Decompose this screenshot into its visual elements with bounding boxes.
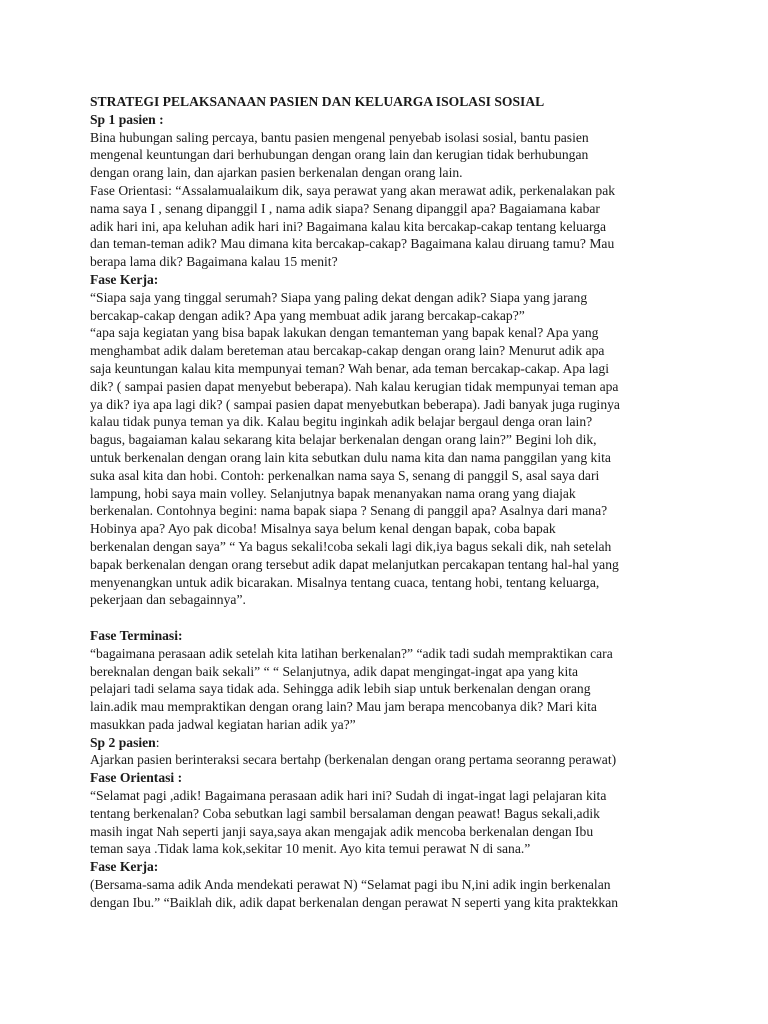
text-line: berkenalan. Contohnya begini: nama bapak siapa ? Senang di panggil apa? Asalnya dari mana?	[90, 503, 608, 519]
paragraph-gap	[90, 609, 690, 627]
text-line: “Selamat pagi ,adik! Bagaimana perasaan adik hari ini? Sudah di ingat-ingat lagi pelajaran kita	[90, 788, 607, 804]
text-line: dengan Ibu.” “Baiklah dik, adik dapat berkenalan dengan perawat N seperti yang kita praktekkan	[90, 894, 619, 910]
text-line: dengan orang lain, dan ajarkan pasien berkenalan dengan orang lain.	[90, 165, 463, 181]
text-line: Hobinya apa? Ayo pak dicoba! Misalnya saya belum kenal dengan bapak, coba bapak	[90, 521, 556, 537]
text-line: “Siapa saja yang tinggal serumah? Siapa yang paling dekat dengan adik? Siapa yang jarang	[90, 289, 588, 305]
section-heading-text: Sp 2 pasien	[90, 734, 156, 750]
text-line: saja keuntungan kalau kita mempunyai teman? Wah benar, ada teman bercakap-cakap. Apa lagi	[90, 360, 609, 376]
text-line: bapak berkenalan dengan orang tersebut adik dapat melanjutkan percakapan tentang hal-hal yang	[90, 556, 619, 572]
text-line: dik? ( sampai pasien dapat menyebut beberapa). Nah kalau kerugian tidak mempunyai teman apa	[90, 378, 619, 394]
text-line: dan teman-teman adik? Mau dimana kita bercakap-cakap? Bagaimana kalau diruang tamu? Mau	[90, 236, 615, 252]
document-title: STRATEGI PELAKSANAAN PASIEN DAN KELUARGA ISOLASI SOSIAL	[90, 94, 545, 109]
text-line: teman saya .Tidak lama kok,sekitar 10 menit. Ayo kita temui perawat N di sana.”	[90, 841, 531, 857]
text-line: suka asal kita dan hobi. Contoh: perkenalkan nama saya S, senang di panggil S, asal saya dari	[90, 467, 600, 483]
text-line: Bina hubungan saling percaya, bantu pasien mengenal penyebab isolasi sosial, bantu pasien	[90, 129, 589, 145]
text-line: kalau tidak punya teman ya dik. Kalau begitu inginkah adik belajar bergaul denga oran lain?	[90, 414, 593, 430]
text-line: menyenangkan untuk adik bicarakan. Misalnya tentang cuaca, tentang hobi, tentang keluarga,	[90, 574, 600, 590]
text-line: nama saya I , senang dipanggil I , nama adik siapa? Senang dipanggil apa? Bagaiamana kabar	[90, 200, 600, 216]
text-line: “bagaimana perasaan adik setelah kita latihan berkenalan?” “adik tadi sudah mempraktikan cara	[90, 645, 613, 661]
text-line: lain.adik mau mempraktikan dengan orang lain? Mau jam berapa mencobanya dik? Mari kita	[90, 699, 597, 715]
text-line: pekerjaan dan sebagainnya”.	[90, 592, 246, 608]
document-body	[90, 111, 690, 912]
text-line: tentang berkenalan? Coba sebutkan lagi sambil bersalaman dengan peawat! Bagus sekali,adik	[90, 805, 600, 821]
text-line: lampung, hobi saya main volley. Selanjutnya bapak menanyakan nama orang yang diajak	[90, 485, 576, 501]
text-line: Fase Orientasi: “Assalamualaikum dik, saya perawat yang akan merawat adik, perkenalakan pak	[90, 182, 616, 198]
text-line: untuk berkenalan dengan orang lain kita sebutkan dulu nama kita dan nama panggilan yang kita	[90, 449, 611, 465]
section-heading-suffix: :	[155, 734, 160, 750]
text-line: (Bersama-sama adik Anda mendekati perawat N) “Selamat pagi ibu N,ini adik ingin berkenalan	[90, 877, 611, 893]
section-heading: Fase Terminasi:	[90, 627, 183, 643]
section-heading	[90, 734, 690, 752]
section-heading: Fase Kerja:	[90, 859, 159, 875]
text-line: menghambat adik dalam bereteman atau bercakap-cakap dengan orang lain? Menurut adik apa	[90, 343, 605, 359]
text-line: bercakap-cakap dengan adik? Apa yang membuat adik jarang bercakap-cakap?”	[90, 307, 525, 323]
text-line: Ajarkan pasien berinteraksi secara bertahp (berkenalan dengan orang pertama seoranng perawat)	[90, 752, 617, 768]
text-line: bereknalan dengan baik sekali” “ “ Selanjutnya, adik dapat mengingat-ingat apa yang kita	[90, 663, 579, 679]
text-line: “apa saja kegiatan yang bisa bapak lakukan dengan temanteman yang bapak kenal? Apa yang	[90, 325, 599, 341]
text-line: bagus, bagaiaman kalau sekarang kita belajar berkenalan dengan orang lain?” Begini loh dik,	[90, 432, 597, 448]
section-heading: Fase Orientasi :	[90, 770, 183, 786]
document-page	[90, 93, 690, 912]
text-line: masukkan pada jadwal kegiatan harian adik ya?”	[90, 716, 356, 732]
text-line: pelajari tadi selama saya tidak ada. Sehingga adik lebih siap untuk berkenalan dengan orang	[90, 681, 591, 697]
text-line: mengenal keuntungan dari berhubungan dengan orang lain dan kerugian tidak berhubungan	[90, 147, 589, 163]
text-line: adik hari ini, apa keluhan adik hari ini? Bagaimana kalau kita bercakap-cakap tentang keluarga	[90, 218, 607, 234]
section-heading: Fase Kerja:	[90, 271, 159, 287]
section-heading: Sp 1 pasien :	[90, 111, 164, 127]
text-line: ya dik? iya apa lagi dik? ( sampai pasien dapat menyebutkan beberapa). Jadi banyak juga ruginya	[90, 396, 620, 412]
text-line: berkenalan dengan saya” “ Ya bagus sekali!coba sekali lagi dik,iya bagus sekali dik, nah setelah	[90, 538, 612, 554]
text-line: masih ingat Nah seperti janji saya,saya akan mengajak adik mencoba berkenalan dengan Ibu	[90, 823, 594, 839]
text-line: berapa lama dik? Bagaimana kalau 15 menit?	[90, 254, 338, 270]
